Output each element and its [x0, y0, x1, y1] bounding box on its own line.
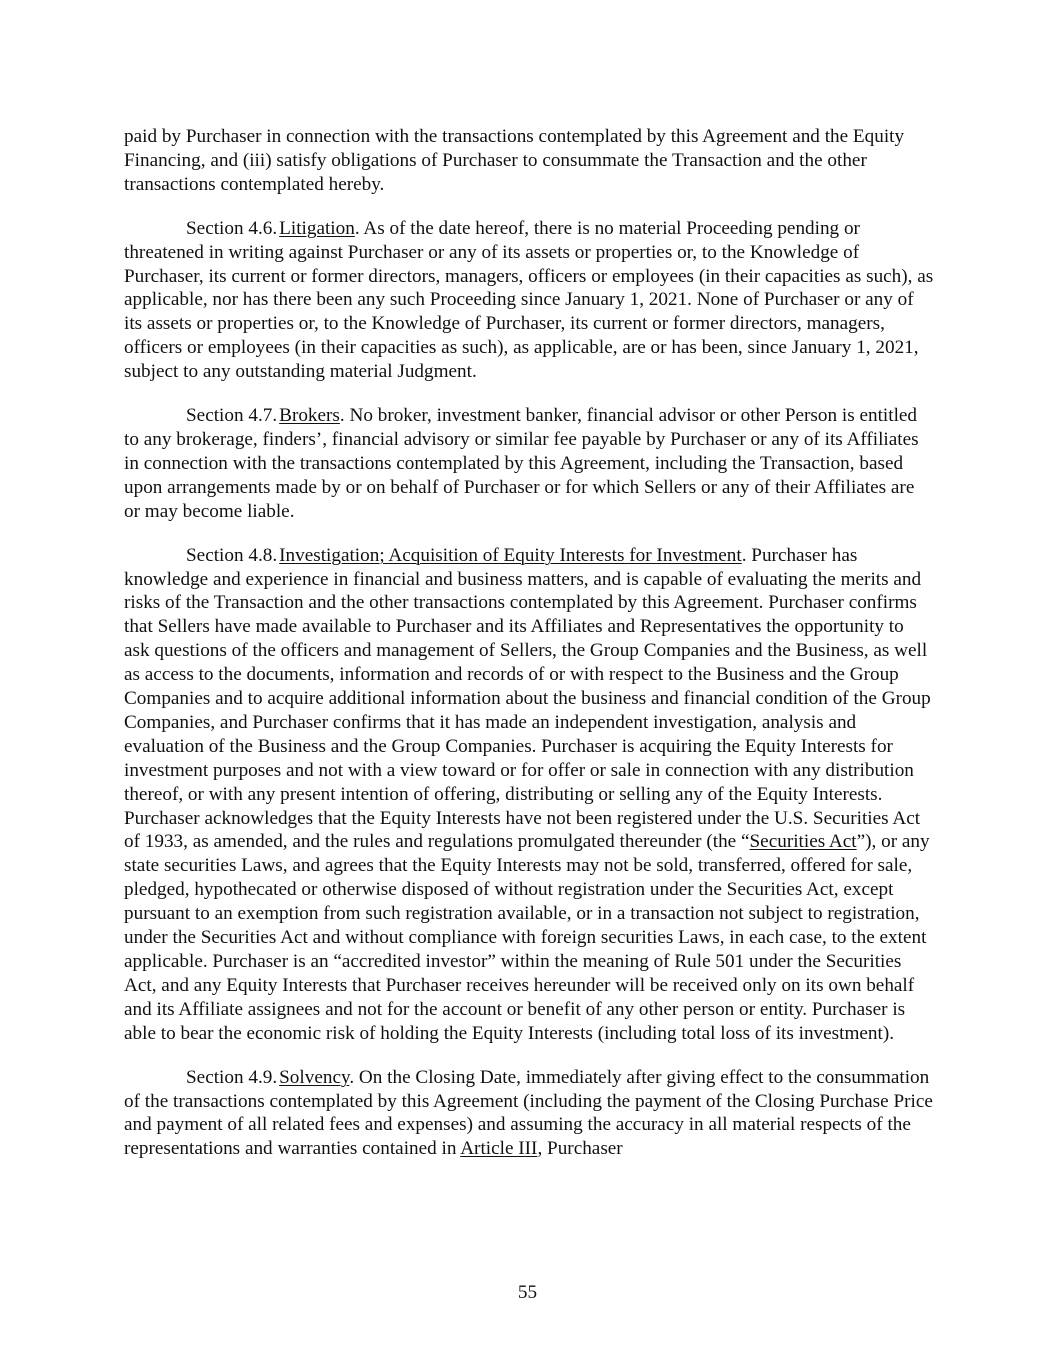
section-4-8-paragraph [124, 544, 934, 1046]
section-4-8-body-part2: ”), or any state securities Laws, and agrees that the Equity Interests may not be sold, transferred, offered for sale, pledged, hypothecated or otherwise disposed of without registration under the Securities Act, except pursuant to an exemption from such registration available, or in a transaction not subject to registration, under the Securities Act and without compliance with foreign securities Laws, in each case, to the extent applicable. Purchaser is an “accredited investor” within the meaning of Rule 501 under the Securities Act, and any Equity Interests that Purchaser receives hereunder will be received only on its own behalf and its Affiliate assignees and not for the account or benefit of any other person or entity. Purchaser is able to bear the economic risk of holding the Equity Interests (including total loss of its investment). [124, 831, 930, 1044]
section-4-8-heading: Investigation; Acquisition of Equity Interests for Investment [279, 544, 742, 566]
page-number: 55 [517, 1282, 538, 1303]
section-4-9-heading: Solvency [279, 1066, 350, 1088]
section-4-6-number: Section 4.6. [186, 217, 278, 239]
securities-act-defined-term: Securities Act [749, 831, 857, 853]
continuation-text: paid by Purchaser in connection with the transactions contemplated by this Agreement and the Equity Financing, and (iii) satisfy obligations of Purchaser to consummate the Transaction and the other transactions contemplated hereby. [124, 126, 905, 195]
section-4-8-number: Section 4.8. [186, 544, 278, 566]
document-page [124, 125, 934, 1181]
continuation-paragraph [124, 125, 934, 197]
section-4-6-body: . As of the date hereof, there is no material Proceeding pending or threatened in writing against Purchaser or any of its assets or properties or, to the Knowledge of Purchaser, its current or former directors, managers, officers or employees (in their capacities as such), as applicable, nor has there been any such Proceeding since January 1, 2021. None of Purchaser or any of its assets or properties or, to the Knowledge of Purchaser, its current or former directors, managers, officers or employees (in their capacities as such), as applicable, are or has been, since January 1, 2021, subject to any outstanding material Judgment. [124, 217, 934, 383]
section-4-9-body-part1: . On the Closing Date, immediately after giving effect to the consummation of the transactions contemplated by this Agreement (including the payment of the Closing Purchase Price and payment of all related fees and expenses) and assuming the accuracy in all material respects of the representations and warranties contained in [124, 1066, 933, 1160]
section-4-7-heading: Brokers [279, 405, 340, 427]
section-4-7-number: Section 4.7. [186, 405, 278, 427]
article-iii-cross-reference: Article III [460, 1138, 538, 1160]
section-4-9-paragraph [124, 1066, 934, 1162]
section-4-9-number: Section 4.9. [186, 1066, 278, 1088]
section-4-6-heading: Litigation [279, 217, 355, 239]
section-4-7-paragraph [124, 404, 934, 524]
section-4-6-paragraph [124, 217, 934, 384]
section-4-7-body: . No broker, investment banker, financial advisor or other Person is entitled to any brokerage, finders’, financial advisory or similar fee payable by Purchaser or any of its Affiliates in connection with the transactions contemplated by this Agreement, including the Transaction, based upon arrangements made by or on behalf of Purchaser or for which Sellers or any of their Affiliates are or may become liable. [124, 405, 919, 522]
section-4-8-body-part1: . Purchaser has knowledge and experience in financial and business matters, and is capable of evaluating the merits and risks of the Transaction and the other transactions contemplated by this Agreement. Purchaser confirms that Sellers have made available to Purchaser and its Affiliates and Representatives the opportunity to ask questions of the officers and management of Sellers, the Group Companies and the Business, as well as access to the documents, information and records of or with respect to the Business and the Group Companies and to acquire additional information about the business and financial condition of the Group Companies, and Purchaser confirms that it has made an independent investigation, analysis and evaluation of the Business and the Group Companies. Purchaser is acquiring the Equity Interests for investment purposes and not with a view toward or for offer or sale in connection with any distribution thereof, or with any present intention of offering, distributing or selling any of the Equity Interests. Purchaser acknowledges that the Equity Interests have not been registered under the U.S. Securities Act of 1933, as amended, and the rules and regulations promulgated thereunder (the “ [124, 544, 931, 853]
section-4-9-body-part2: , Purchaser [537, 1138, 623, 1160]
